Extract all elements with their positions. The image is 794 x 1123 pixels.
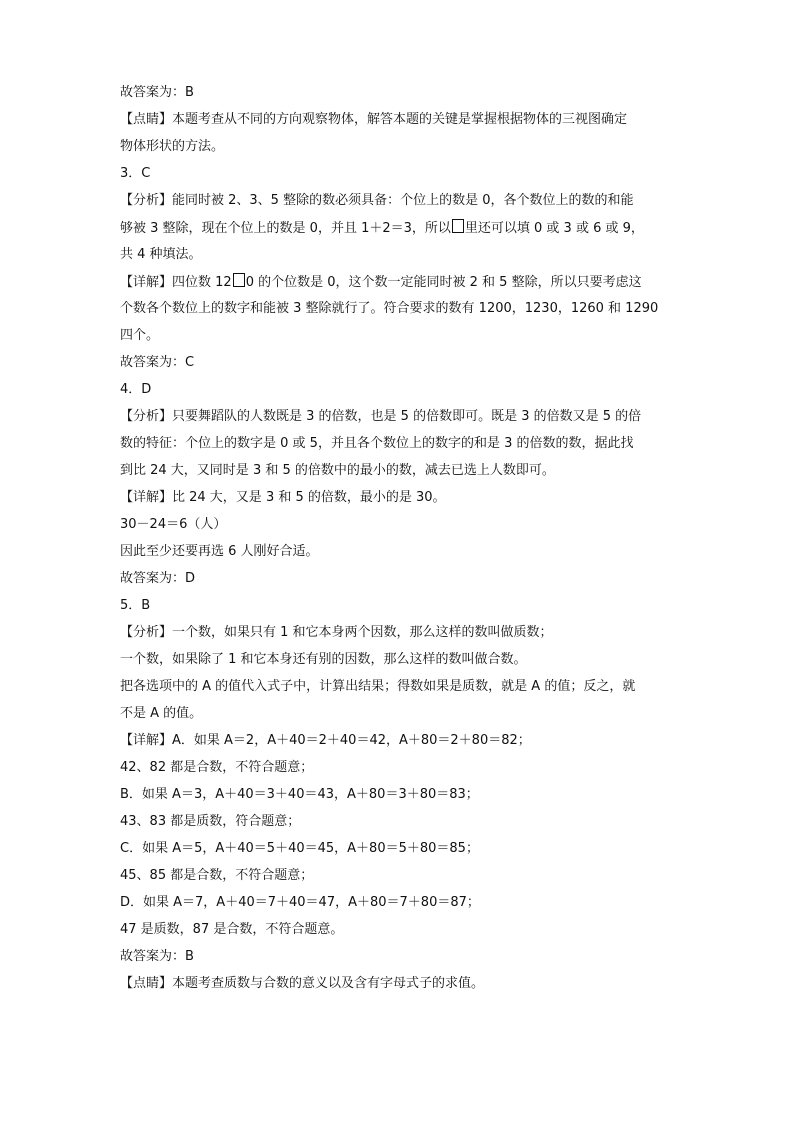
text-line: 43、83 都是质数，符合题意；	[120, 814, 301, 829]
text-line: 不是 A 的值。	[120, 706, 203, 721]
text-line: 45、85 都是合数，不符合题意；	[120, 868, 314, 883]
text-line: 数的特征：个位上的数字是 0 或 5，并且各个数位上的数字的和是 3 的倍数的数，据此找	[120, 436, 634, 451]
text-line: 【分析】能同时被 2、3、5 整除的数必须具备：个位上的数是 0，各个数位上的数的和能	[120, 193, 634, 208]
text-line: 故答案为：D	[120, 571, 196, 586]
question-number: 5．B	[120, 598, 151, 613]
text-line: 共 4 种填法。	[120, 247, 202, 262]
text-line: 【分析】一个数，如果只有 1 和它本身两个因数，那么这样的数叫做质数；	[120, 625, 553, 640]
text-line: 够被 3 整除，现在个位上的数是 0，并且 1＋2＝3，所以 里还可以填 0 或 3 或 6 或 9，	[120, 221, 644, 236]
text-line: 一个数，如果除了 1 和它本身还有别的因数，那么这样的数叫做合数。	[120, 652, 527, 667]
text-line: B．如果 A＝3，A＋40＝3＋40＝43，A＋80＝3＋80＝83；	[120, 787, 479, 802]
text-line: 把各选项中的 A 的值代入式子中，计算出结果；得数如果是质数，就是 A 的值；反之，就	[120, 679, 636, 694]
text-line: 【详解】A．如果 A＝2，A＋40＝2＋40＝42，A＋80＝2＋80＝82；	[120, 733, 531, 748]
text-line: 【详解】四位数 12 0 的个位数是 0，这个数一定能同时被 2 和 5 整除，所以只要考虑这	[120, 275, 642, 290]
text-line: 到比 24 大，又同时是 3 和 5 的倍数中的最小的数，减去已选上人数即可。	[120, 463, 555, 478]
text-line: 【点睛】本题考查从不同的方向观察物体，解答本题的关键是掌握根据物体的三视图确定	[120, 112, 628, 127]
text-line: 30－24＝6（人）	[120, 517, 227, 532]
text-line: 个数各个数位上的数字和能被 3 整除就行了。符合要求的数有 1200，1230，1260 和 1290	[120, 301, 659, 316]
text-line: 物体形状的方法。	[120, 139, 225, 154]
text-line: 【点睛】本题考查质数与合数的意义以及含有字母式子的求值。	[120, 976, 485, 991]
text-line: C．如果 A＝5，A＋40＝5＋40＝45，A＋80＝5＋80＝85；	[120, 841, 479, 856]
blank-box-icon	[233, 273, 245, 287]
blank-box-icon	[452, 219, 464, 233]
text-line: 42、82 都是合数，不符合题意；	[120, 760, 314, 775]
question-number: 4．D	[120, 382, 152, 397]
text-line: 故答案为：B	[120, 85, 194, 100]
text-line: 四个。	[120, 328, 160, 343]
text-line: 故答案为：C	[120, 355, 195, 370]
text-line: 【分析】只要舞蹈队的人数既是 3 的倍数，也是 5 的倍数即可。既是 3 的倍数又是 5 的倍	[120, 409, 642, 424]
text-line: 故答案为：B	[120, 949, 194, 964]
text-line: 【详解】比 24 大，又是 3 和 5 的倍数，最小的是 30。	[120, 490, 446, 505]
text-line: 47 是质数，87 是合数，不符合题意。	[120, 922, 344, 937]
text-line: D．如果 A＝7，A＋40＝7＋40＝47，A＋80＝7＋80＝87；	[120, 895, 480, 910]
text-line: 因此至少还要再选 6 人刚好合适。	[120, 544, 319, 559]
question-number: 3．C	[120, 166, 151, 181]
